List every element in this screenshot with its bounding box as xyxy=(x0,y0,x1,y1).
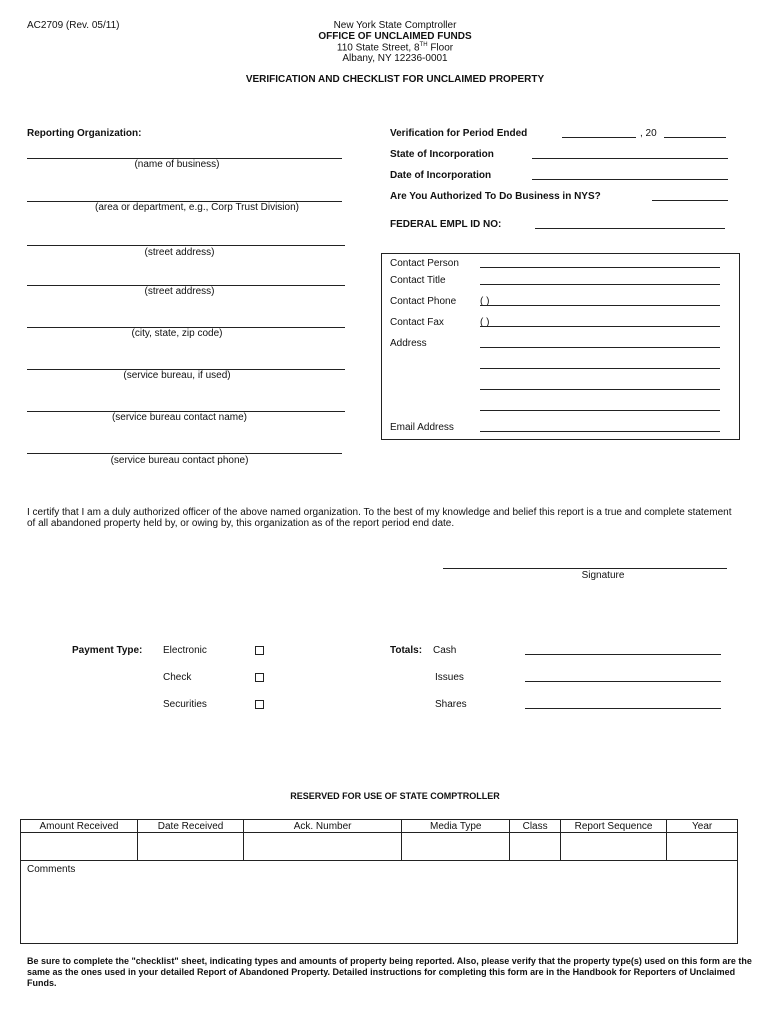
totals-issues-field[interactable] xyxy=(525,681,721,682)
contact-address-line-2[interactable] xyxy=(480,368,720,369)
city-state-zip-caption: (city, state, zip code) xyxy=(131,328,223,339)
contact-title-label: Contact Title xyxy=(390,275,446,286)
reporting-org-heading: Reporting Organization: xyxy=(27,128,142,139)
col-ack-number: Ack. Number xyxy=(244,820,402,833)
contact-person-field[interactable] xyxy=(480,267,720,268)
class-cell[interactable] xyxy=(510,833,560,861)
reserved-table xyxy=(20,819,738,944)
payment-securities-label: Securities xyxy=(163,699,207,710)
footer-note: Be sure to complete the "checklist" sheet, indicating types and amounts of property being reported. Also, please verify that the property type(s) used on this form are the same as the ones used in your detailed Report of Abandoned Property. Detailed instructions for completing this form are in the Handbook for Reporters of Unclaimed Funds. xyxy=(27,956,752,988)
ack-number-cell[interactable] xyxy=(244,833,402,861)
bureau-contact-phone-caption: (service bureau contact phone) xyxy=(110,455,249,466)
signature-field[interactable] xyxy=(443,568,727,569)
incorporation-date-label: Date of Incorporation xyxy=(390,170,492,181)
contact-fax-field[interactable] xyxy=(480,326,720,327)
authorized-nys-field[interactable] xyxy=(652,200,728,201)
fein-label: FEDERAL EMPL ID NO: xyxy=(390,219,502,230)
totals-cash-label: Cash xyxy=(433,645,457,656)
period-ended-date-field[interactable] xyxy=(562,137,636,138)
payment-type-label: Payment Type: xyxy=(72,645,143,656)
period-year-prefix: , 20 xyxy=(640,128,657,139)
incorporation-state-label: State of Incorporation xyxy=(390,149,494,160)
comments-label: Comments xyxy=(27,864,76,875)
contact-email-label: Email Address xyxy=(390,422,454,433)
office-city: Albany, NY 12236-0001 xyxy=(342,53,448,64)
payment-check-checkbox[interactable] xyxy=(255,673,264,682)
service-bureau-caption: (service bureau, if used) xyxy=(123,370,231,381)
period-year-field[interactable] xyxy=(664,137,726,138)
contact-email-field[interactable] xyxy=(480,431,720,432)
authorized-nys-label: Are You Authorized To Do Business in NYS? xyxy=(390,191,601,202)
year-cell[interactable] xyxy=(667,833,738,861)
page-title: VERIFICATION AND CHECKLIST FOR UNCLAIMED PROPERTY xyxy=(245,74,545,85)
contact-person-label: Contact Person xyxy=(390,258,459,269)
period-ended-label: Verification for Period Ended xyxy=(390,128,528,139)
contact-phone-area-code: ( ) xyxy=(480,296,490,307)
media-type-cell[interactable] xyxy=(402,833,510,861)
payment-electronic-checkbox[interactable] xyxy=(255,646,264,655)
street-address-1-caption: (street address) xyxy=(144,247,215,258)
col-amount-received: Amount Received xyxy=(21,820,138,833)
office-name: OFFICE OF UNCLAIMED FUNDS xyxy=(318,31,472,42)
reserved-title: RESERVED FOR USE OF STATE COMPTROLLER xyxy=(290,791,500,801)
totals-label: Totals: xyxy=(390,645,423,656)
totals-shares-field[interactable] xyxy=(525,708,721,709)
office-street: 110 State Street, 8TH Floor xyxy=(336,42,454,54)
bureau-contact-phone-field[interactable] xyxy=(27,453,342,454)
street-address-1-field[interactable] xyxy=(27,245,345,246)
form-id: AC2709 (Rev. 05/11) xyxy=(27,20,120,31)
contact-address-label: Address xyxy=(390,338,427,349)
business-name-caption: (name of business) xyxy=(134,159,220,170)
report-sequence-cell[interactable] xyxy=(560,833,666,861)
fein-field[interactable] xyxy=(535,228,725,229)
contact-phone-label: Contact Phone xyxy=(390,296,457,307)
col-year: Year xyxy=(667,820,738,833)
contact-fax-label: Contact Fax xyxy=(390,317,444,328)
agency-name: New York State Comptroller xyxy=(333,20,457,31)
bureau-contact-name-caption: (service bureau contact name) xyxy=(111,412,248,423)
totals-cash-field[interactable] xyxy=(525,654,721,655)
col-media-type: Media Type xyxy=(402,820,510,833)
col-report-sequence: Report Sequence xyxy=(560,820,666,833)
col-class: Class xyxy=(510,820,560,833)
date-received-cell[interactable] xyxy=(137,833,243,861)
contact-address-line-3[interactable] xyxy=(480,389,720,390)
payment-check-label: Check xyxy=(163,672,192,683)
incorporation-date-field[interactable] xyxy=(532,179,728,180)
totals-issues-label: Issues xyxy=(435,672,464,683)
contact-address-line-4[interactable] xyxy=(480,410,720,411)
contact-fax-area-code: ( ) xyxy=(480,317,490,328)
amount-received-cell[interactable] xyxy=(21,833,138,861)
payment-electronic-label: Electronic xyxy=(163,645,207,656)
totals-shares-label: Shares xyxy=(435,699,467,710)
certification-statement: I certify that I am a duly authorized officer of the above named organization. To the best of my knowledge and belief this report is a true and complete statement of all abandoned property held by, or owing by, this organization as of the report period end date. xyxy=(27,507,732,529)
contact-address-line-1[interactable] xyxy=(480,347,720,348)
payment-securities-checkbox[interactable] xyxy=(255,700,264,709)
signature-caption: Signature xyxy=(581,570,625,581)
street-address-2-caption: (street address) xyxy=(144,286,215,297)
contact-title-field[interactable] xyxy=(480,284,720,285)
contact-phone-field[interactable] xyxy=(480,305,720,306)
col-date-received: Date Received xyxy=(137,820,243,833)
department-caption: (area or department, e.g., Corp Trust Division) xyxy=(95,202,299,213)
incorporation-state-field[interactable] xyxy=(532,158,728,159)
comments-cell[interactable] xyxy=(21,861,738,944)
